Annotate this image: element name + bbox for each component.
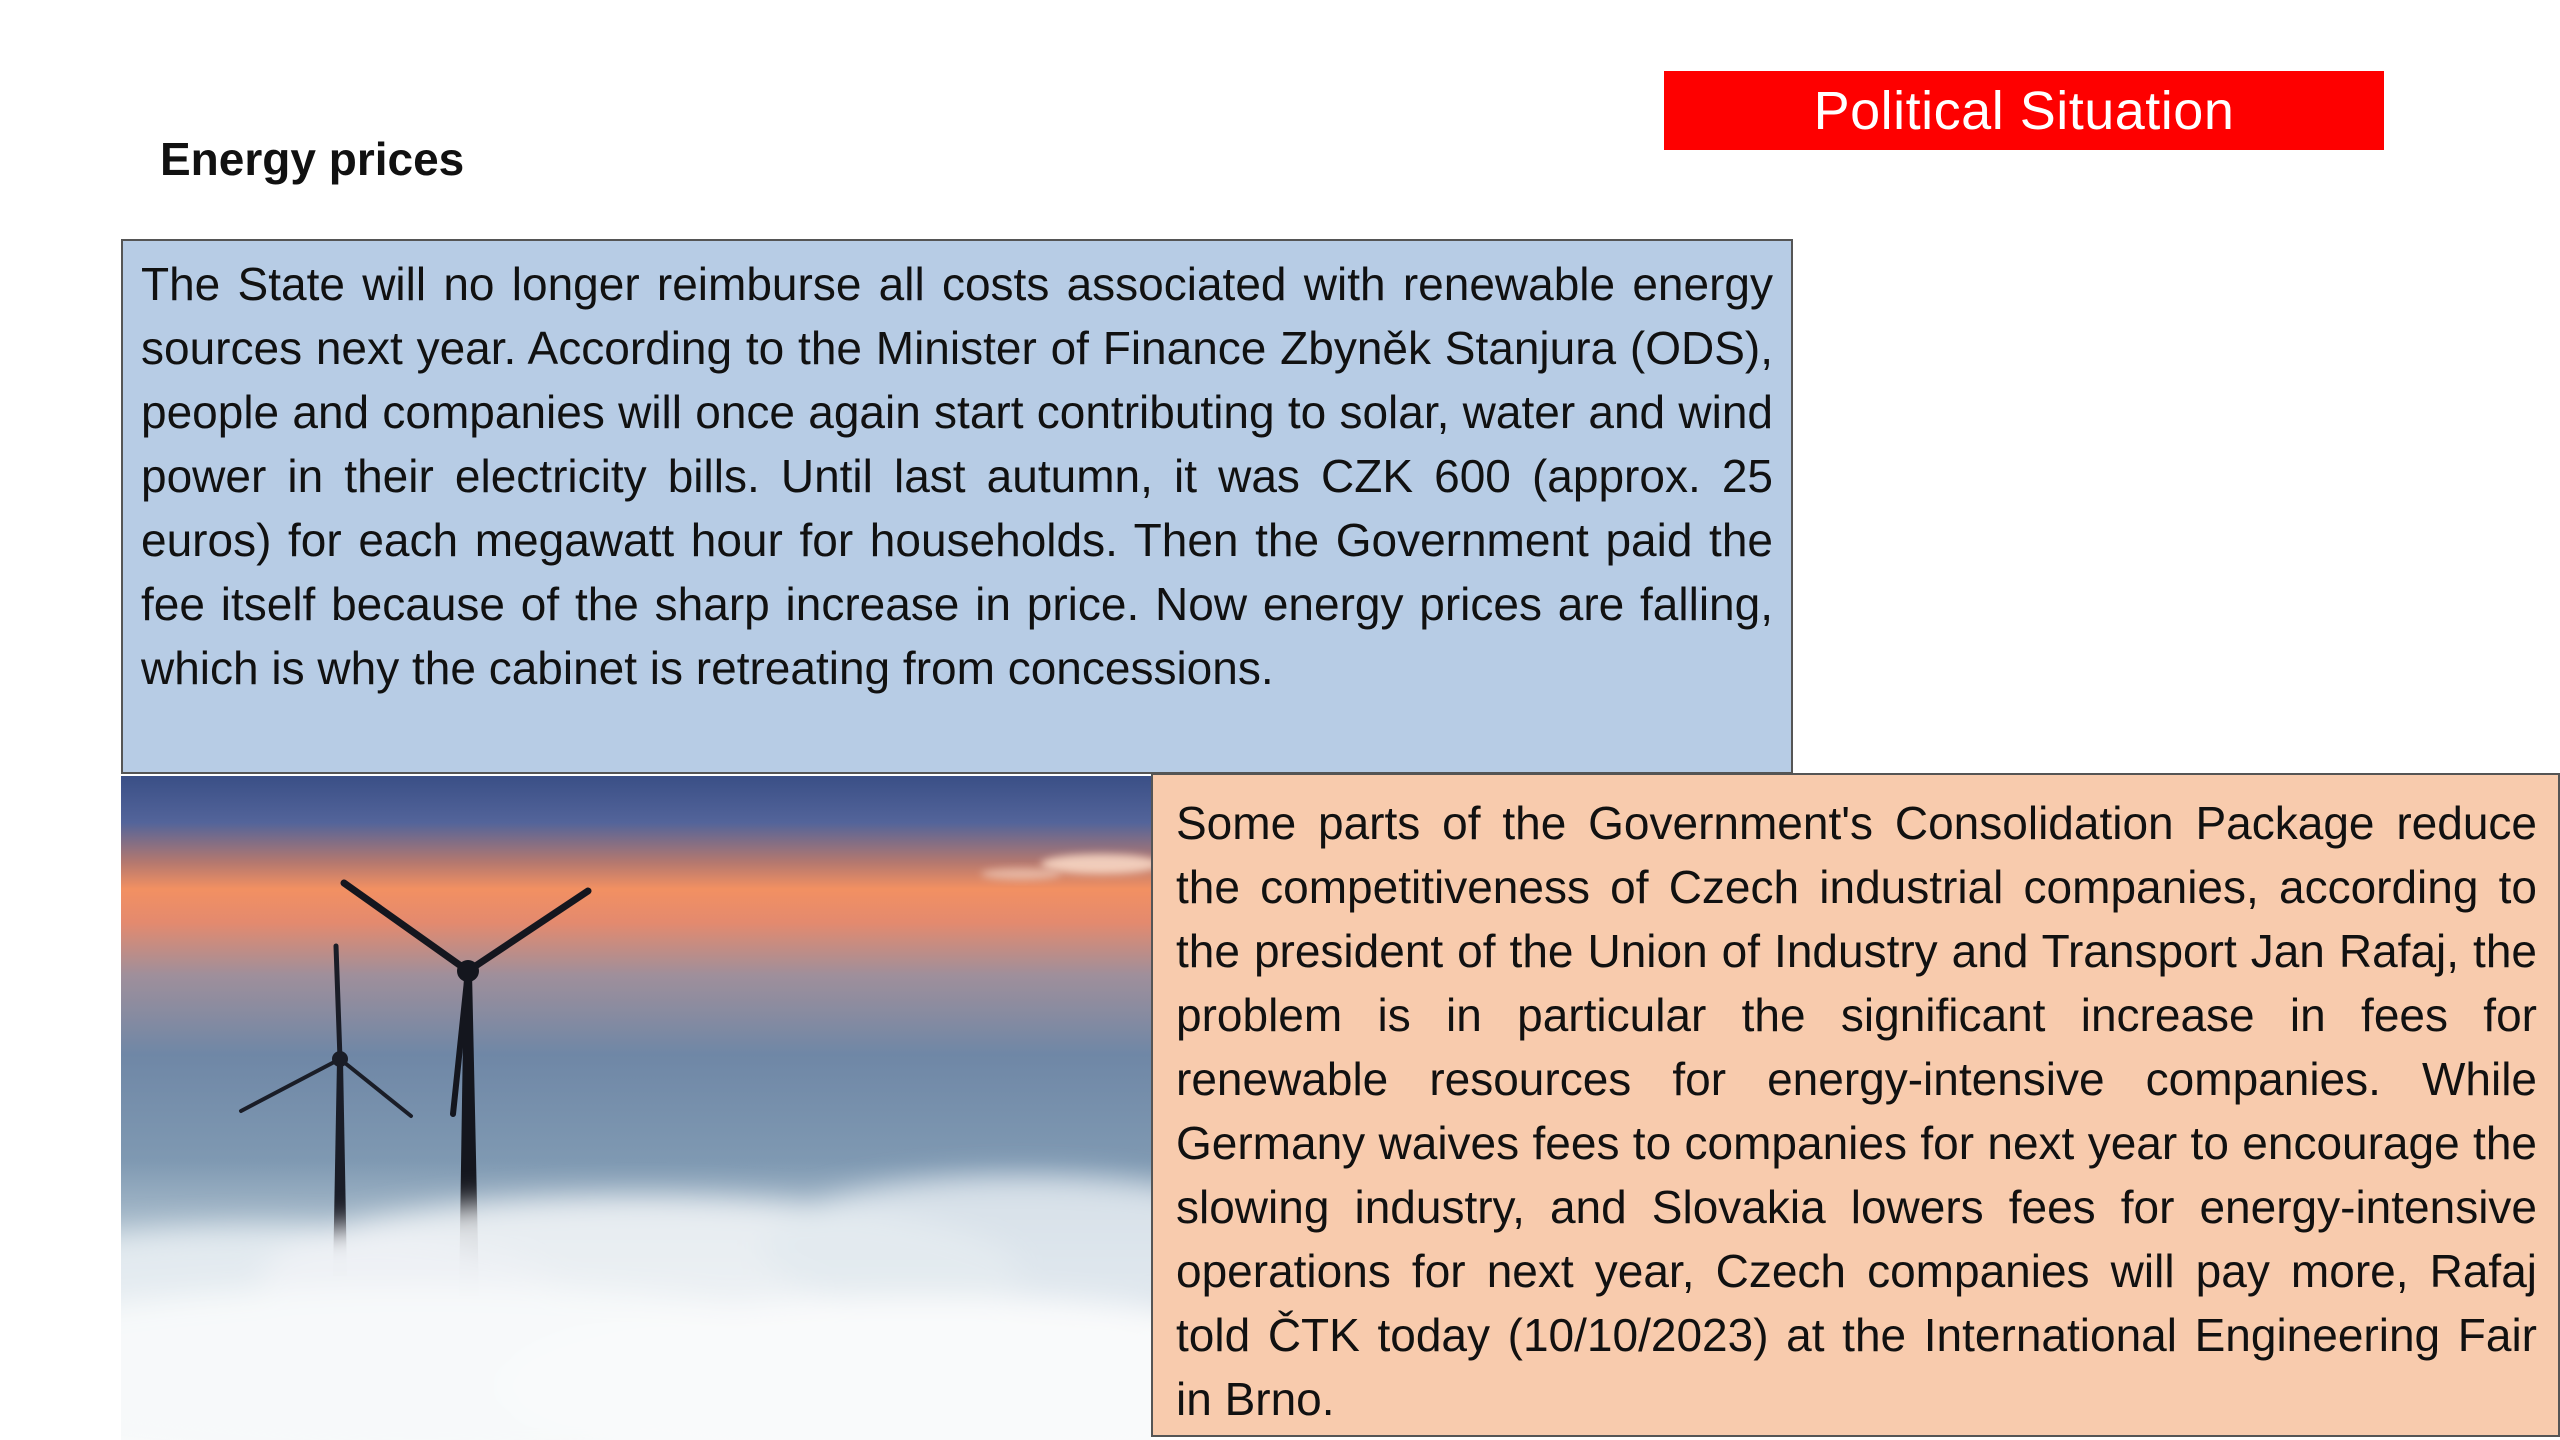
consolidation-package-text-box (1151, 773, 2560, 1437)
consolidation-package-paragraph: Some parts of the Government's Consolidation Package reduce the competitiveness of Czech industrial companies, according to the president of the Union of Industry and Transport Jan Rafaj, the problem is in particular the significant increase in fees for renewable resources for energy-intensive companies. While Germany waives fees to companies for next year to encourage the slowing industry, and Slovakia lowers fees for energy-intensive operations for next year, Czech companies will pay more, Rafaj told ČTK today (10/10/2023) at the International Engineering Fair in Brno. (1176, 797, 2537, 1425)
wind-turbines-photo (121, 776, 1151, 1440)
renewable-fees-text-box (121, 239, 1793, 774)
page-heading: Energy prices (160, 133, 465, 185)
political-situation-banner: Political Situation (1664, 71, 2384, 150)
renewable-fees-paragraph: The State will no longer reimburse all costs associated with renewable energy sources next year. According to the Minister of Finance Zbyněk Stanjura (ODS), people and companies will once again start contributing to solar, water and wind power in their electricity bills. Until last autumn, it was CZK 600 (approx. 25 euros) for each megawatt hour for households. Then the Government paid the fee itself because of the sharp increase in price. Now energy prices are falling, which is why the cabinet is retreating from concessions. (141, 258, 1773, 694)
